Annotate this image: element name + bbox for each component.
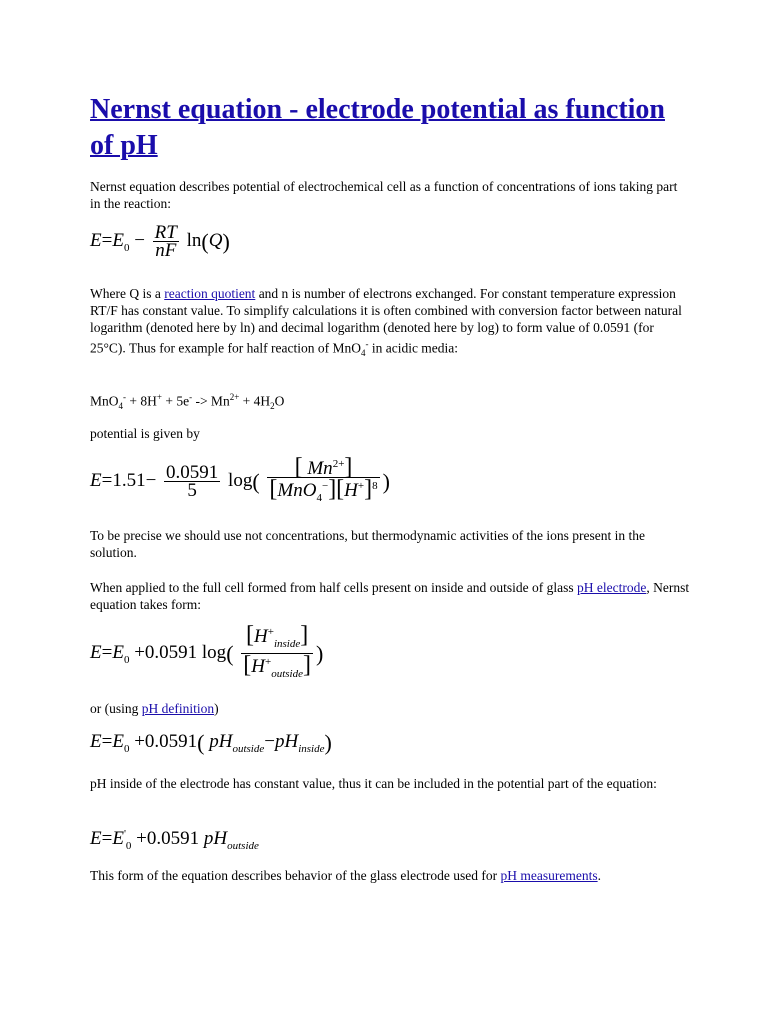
ph-definition-paragraph: or (using pH definition) (90, 701, 219, 716)
reaction-quotient-paragraph: Where Q is a reaction quotient and n is number of electrons exchanged. For constant temperature expression RT/F has constant value. To simplify calculations it is often combined with conversion factor between natural logarithm (denoted here by ln) and decimal logarithm (denoted here by log) to form value of 0.0591 (for 25°C). Thus for example for half reaction of MnO$_4$- in acidic media: (90, 286, 682, 359)
ph-electrode-link[interactable]: pH electrode (577, 580, 647, 595)
ph-measurements-paragraph: This form of the equation describes behavior of the glass electrode used for pH measurements. (90, 868, 601, 883)
ph-definition-link[interactable]: pH definition (141, 701, 215, 716)
half-reaction: $MnO_4^- + 8H^+ + 5e^- -> Mn^{2+} + 4H_2O$ (90, 392, 285, 412)
title-link[interactable]: Nernst equation - electrode potential as function of pH (90, 94, 665, 161)
potential-given-text: potential is given by (90, 426, 200, 441)
activities-paragraph: To be precise we should use not concentrations, but thermodynamic activities of the ions present in the solution. (90, 528, 646, 560)
ph-difference-equation: $E=E_0 +0.0591$( $pH_{outside}-pH_{inside}$) (90, 730, 332, 756)
ph-measurements-link[interactable]: pH measurements (500, 868, 598, 883)
intro-paragraph: Nernst equation describes potential of electrochemical cell as a function of concentrations of ions taking part in the reaction: (90, 179, 678, 211)
permanganate-equation: E=1.51− $\frac{0.0591}{5}$ log( $\frac{[ Mn^{2+}]}{[MnO_4^-][H^+]^8}$ ) (90, 454, 390, 504)
constant-inside-paragraph: pH inside of the electrode has constant value, thus it can be included in the potential part of the equation: (90, 776, 657, 791)
page-title (90, 92, 690, 164)
full-cell-equation: $E=E_0 +0.0591$ log( $\frac{[H^+_{inside}]}{[H^+_{outside}]}$ ) (90, 622, 324, 680)
final-equation: $E=E'_0 +0.0591$ $pH_{outside}$ (90, 828, 259, 852)
glass-electrode-paragraph: When applied to the full cell formed from half cells present on inside and outside of glass pH electrode, Nernst equation takes form: (90, 580, 690, 612)
nernst-general-equation: $E=E_0$ − $\frac{RT}{nF}$ ln(Q) (90, 222, 230, 261)
reaction-quotient-link[interactable]: reaction quotient (164, 286, 256, 301)
